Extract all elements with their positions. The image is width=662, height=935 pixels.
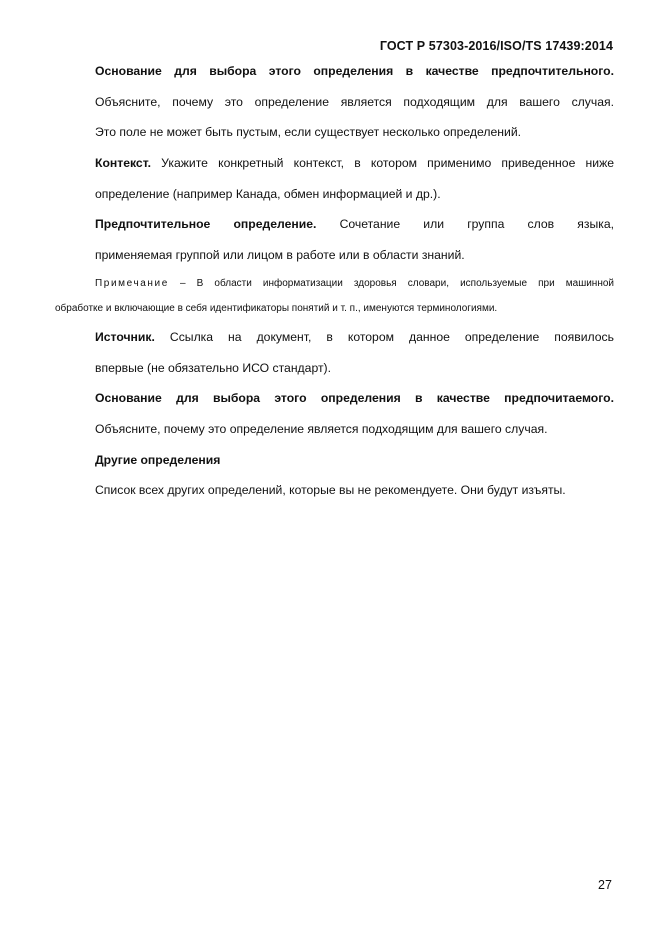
source-line-1 [95,329,614,345]
other-definitions-title: Другие определения [95,453,221,467]
context-paragraph-line-1 [95,155,614,171]
preferred-definition-text: Сочетание или группа слов языка, [316,217,614,231]
preferred-definition-label: Предпочтительное определение. [95,217,317,231]
page-number: 27 [598,878,612,892]
context-paragraph-line-2: определение (например Канада, обмен информацией и др.). [95,187,441,201]
context-label: Контекст. [95,156,151,170]
preferred-definition-line-2: применяемая группой или лицом в работе или в области знаний. [95,248,465,262]
other-definitions-text: Список всех других определений, которые вы не рекомендуете. Они будут изъяты. [95,483,566,497]
source-line-2: впервые (не обязательно ИСО стандарт). [95,361,331,375]
document-code-header: ГОСТ Р 57303-2016/ISO/TS 17439:2014 [379,39,613,53]
source-text: Ссылка на документ, в котором данное определение появилось [154,330,614,344]
rationale-preferred-title: Основание для выбора этого определения в качестве предпочтительного. [95,64,614,78]
source-label: Источник. [95,330,155,344]
note-label: Примечание [95,278,169,289]
preferred-definition-line-1 [95,216,614,232]
note-line-1 [95,277,614,291]
rationale-preferable-title: Основание для выбора этого определения в качестве предпочитаемого. [95,391,614,405]
rationale-preferred-text-2: Это поле не может быть пустым, если существует несколько определений. [95,125,522,139]
rationale-preferred-text-1: Объясните, почему это определение является подходящим для вашего случая. [95,95,614,109]
note-line-2: обработке и включающие в себя идентификаторы понятий и т. п., именуются терминологиями. [55,303,498,314]
rationale-preferable-text: Объясните, почему это определение является подходящим для вашего случая. [95,422,548,436]
context-text: Укажите конкретный контекст, в котором применимо приведенное ниже [151,156,614,170]
note-text: – В области информатизации здоровья словари, используемые при машинной [168,278,614,289]
